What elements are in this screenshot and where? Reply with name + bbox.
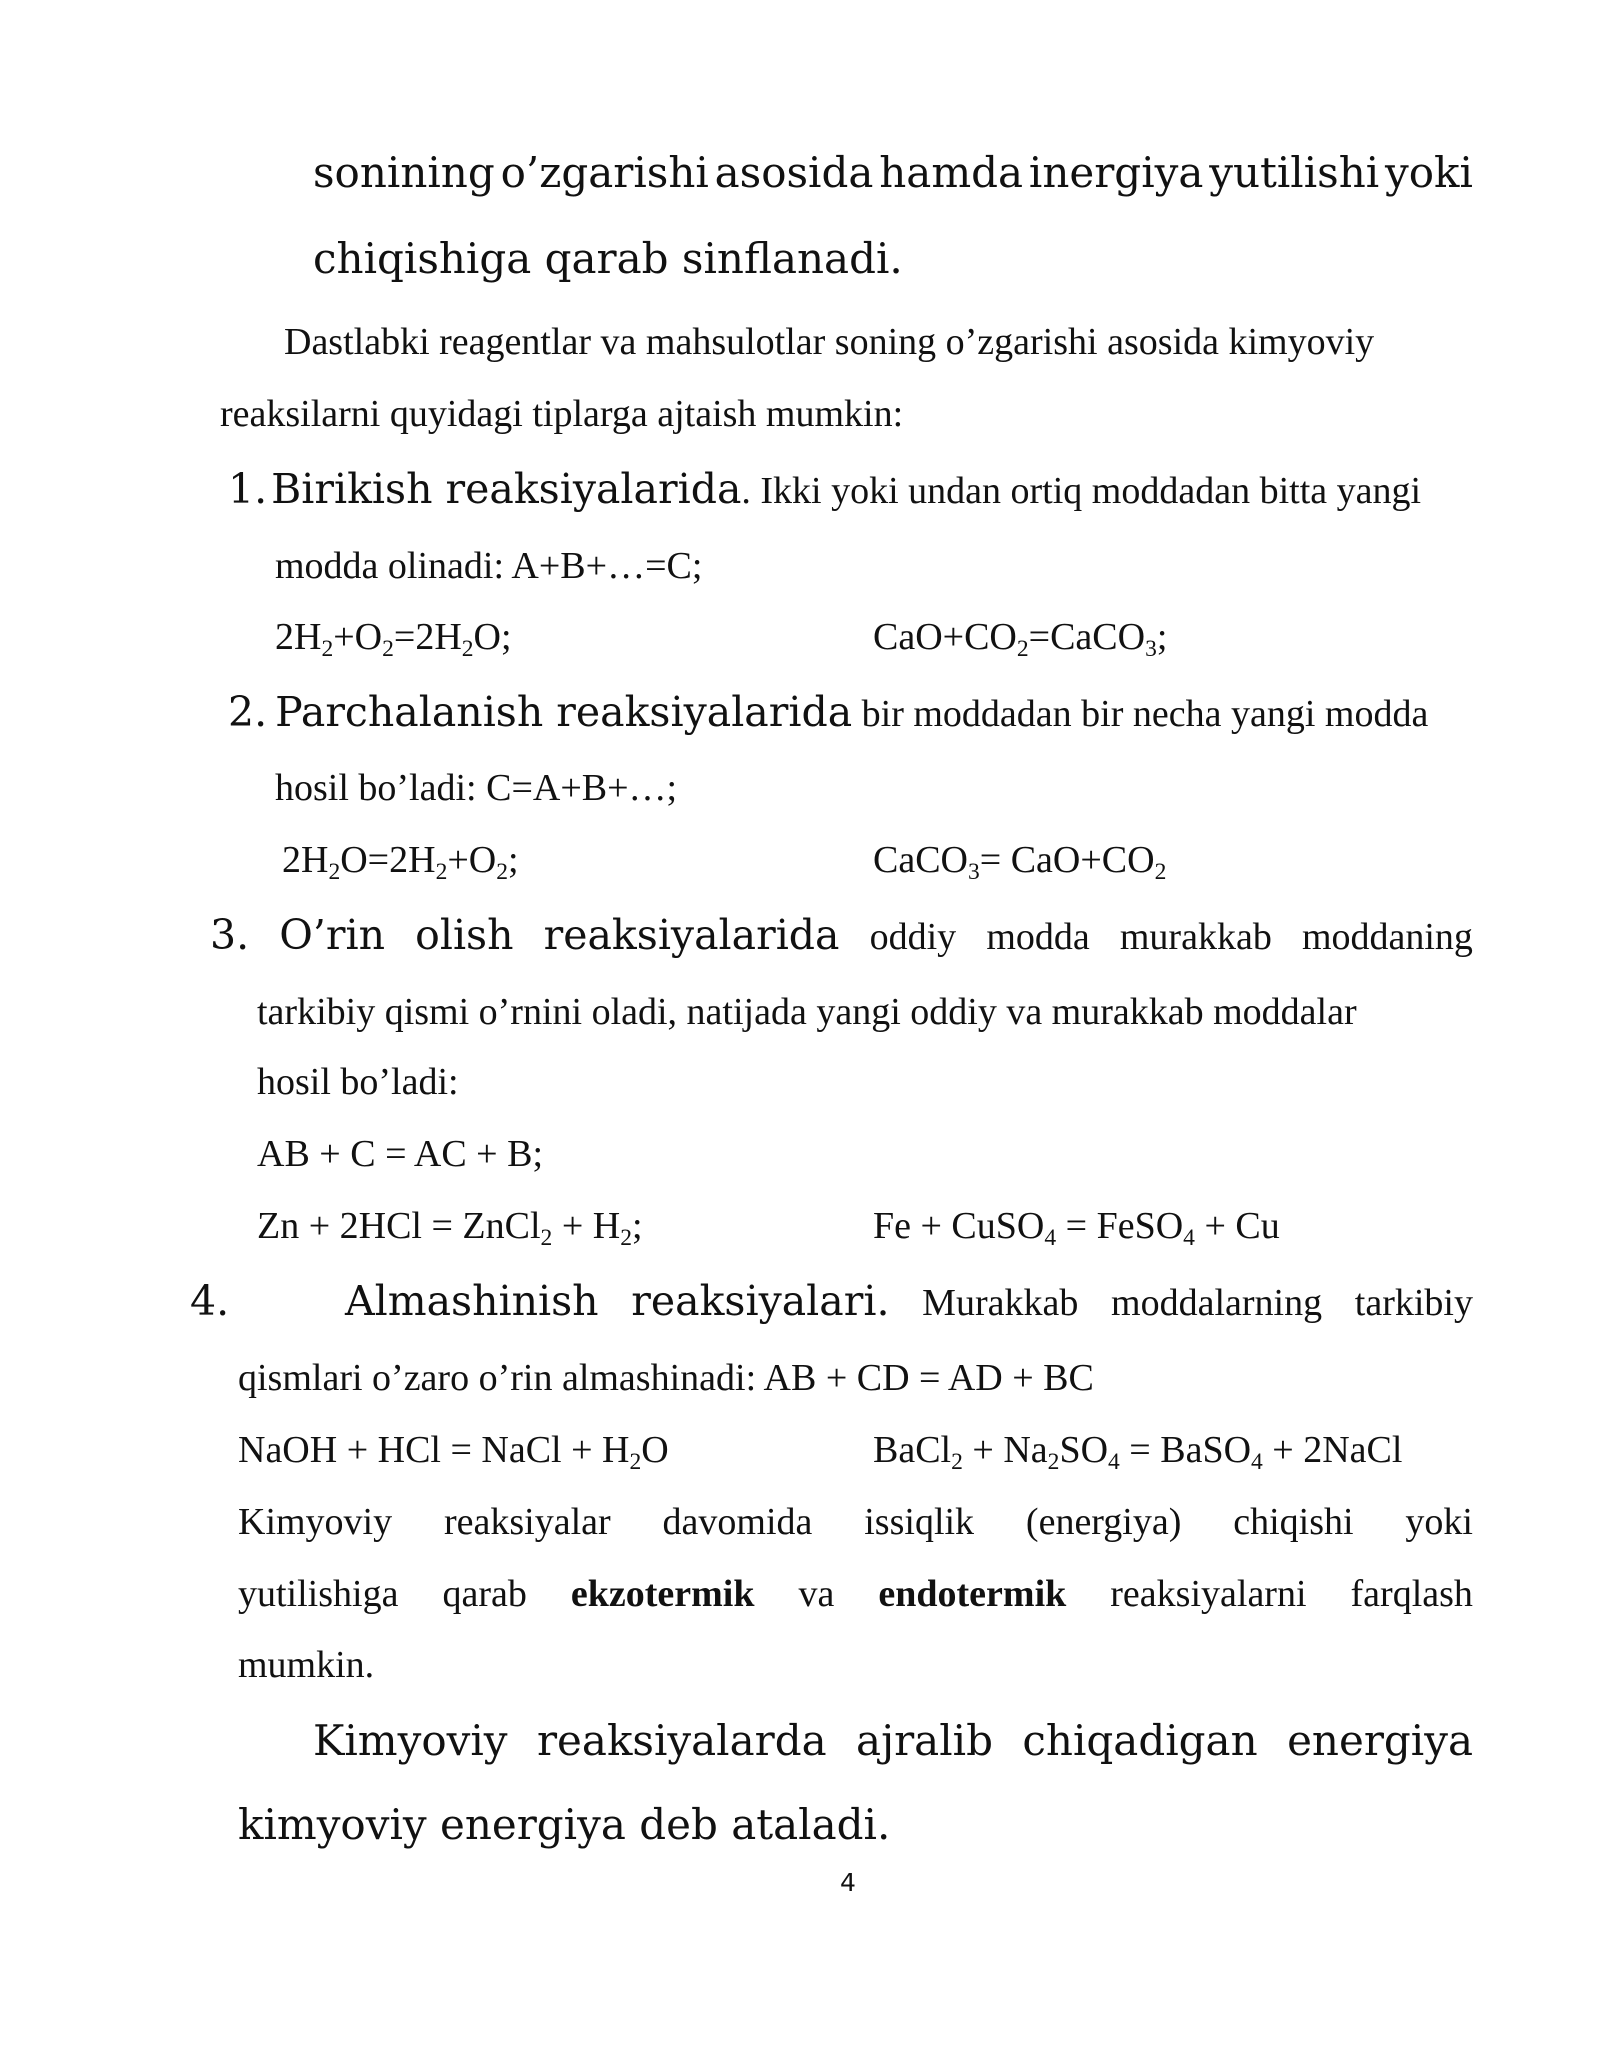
word: murakkab <box>1119 916 1272 958</box>
word: inergiya <box>1028 148 1204 197</box>
item3-equation-1: Zn + 2HCl = ZnCl$_2$ + $H_2$; <box>257 1205 643 1252</box>
para1-line-2: reaksilarni quyidagi tiplarga ajtaish mumkin: <box>220 393 904 435</box>
intro-line-1 <box>313 148 1473 197</box>
item2-heading: Parchalanish reaksiyalarida <box>275 688 853 736</box>
word: energiya <box>1287 1716 1473 1765</box>
item1-equation-2: $CaO+CO_2=CaCO_3$; <box>873 616 1168 663</box>
word: oddiy <box>869 916 957 958</box>
endothermic-term: endotermik <box>878 1573 1067 1615</box>
word: tarkibiy <box>1354 1282 1473 1324</box>
item1-line-2: modda olinadi: A+B+…=C; <box>275 545 703 587</box>
item1-text: . Ikki yoki undan ortiq moddadan bitta yangi <box>741 470 1422 512</box>
intro-line-2: chiqishiga qarab sinflanadi. <box>313 234 903 283</box>
word: yoki <box>1385 148 1473 197</box>
item2-line-2: hosil bo’ladi: C=A+B+…; <box>275 767 678 809</box>
item2-equation-2: CaCO$_3$= $CaO+CO_2$ <box>873 839 1167 886</box>
item4-line-2: qismlari o’zaro o’rin almashinadi: AB + CD = AD + BC <box>238 1357 1094 1399</box>
item4-number: 4. <box>190 1277 230 1325</box>
item4-heading-word: reaksiyalari. <box>631 1277 890 1325</box>
item1-equation-1: $2H_2+O_2=2H_2O$; <box>275 616 512 663</box>
word: Kimyoviy <box>313 1716 508 1765</box>
item3-general-equation: AB + C = AC + B; <box>257 1133 544 1175</box>
item4-line-1 <box>345 1277 1473 1325</box>
word: farqlash <box>1350 1573 1473 1615</box>
item3-line-3: hosil bo’ladi: <box>257 1061 459 1103</box>
word: yutilishi <box>1209 148 1380 197</box>
word: davomida <box>662 1501 813 1543</box>
word: yutilishiga <box>238 1573 399 1615</box>
word: va <box>798 1573 835 1615</box>
word: modda <box>986 916 1090 958</box>
word: hamda <box>879 148 1024 197</box>
word: issiqlik <box>864 1501 975 1543</box>
word: ajralib <box>856 1716 993 1765</box>
para1-line-1: Dastlabki reagentlar va mahsulotlar soning o’zgarishi asosida kimyoviy <box>284 321 1375 363</box>
item1-heading: Birikish reaksiyalarida <box>271 465 742 513</box>
word: reaksiyalarni <box>1110 1573 1307 1615</box>
thermo-line-1 <box>238 1500 1473 1544</box>
item4-equation-2: BaCl$_2$ + $Na_2SO_4$ = BaSO$_4$ + 2NaCl <box>873 1429 1403 1476</box>
closing-line-2: kimyoviy energiya deb ataladi. <box>238 1800 891 1849</box>
item3-heading-word: olish <box>415 911 514 959</box>
word: qarab <box>442 1573 527 1615</box>
word: asosida <box>714 148 874 197</box>
word: yoki <box>1405 1501 1473 1543</box>
word: Kimyoviy <box>238 1501 393 1543</box>
item3-heading-word: O’rin <box>279 911 386 959</box>
item2-equation-1: $2H_2O=2H_2+O_2$; <box>282 839 519 886</box>
word: sonining <box>313 148 495 197</box>
word: moddalarning <box>1111 1282 1323 1324</box>
item3-line-2: tarkibiy qismi o’rnini oladi, natijada yangi oddiy va murakkab moddalar <box>257 991 1357 1033</box>
word: (energiya) <box>1025 1501 1182 1543</box>
word: reaksiyalar <box>443 1501 611 1543</box>
word: chiqadigan <box>1022 1716 1258 1765</box>
word: Murakkab <box>922 1282 1079 1324</box>
thermo-line-3: mumkin. <box>238 1644 375 1686</box>
item2-text: bir moddadan bir necha yangi modda <box>852 693 1429 735</box>
item2-number: 2. <box>228 688 268 736</box>
word: o’zgarishi <box>500 148 709 197</box>
page-number: 4 <box>840 1868 856 1897</box>
item3-heading-word: reaksiyalarida <box>543 911 840 959</box>
thermo-line-2 <box>238 1572 1473 1616</box>
word: reaksiyalarda <box>536 1716 827 1765</box>
closing-line-1 <box>313 1716 1473 1765</box>
word: chiqishi <box>1233 1501 1354 1543</box>
item3-number: 3. <box>210 911 250 959</box>
item1-line-1 <box>228 465 1421 513</box>
item2-line-1 <box>228 688 1428 736</box>
item4-equation-1: NaOH + HCl = NaCl + $H_2O$ <box>238 1429 669 1476</box>
item4-heading-word: Almashinish <box>345 1277 599 1325</box>
exothermic-term: ekzotermik <box>570 1573 755 1615</box>
item1-number: 1. <box>228 465 268 513</box>
item3-equation-2: Fe + CuSO$_4$ = FeSO$_4$ + Cu <box>873 1205 1280 1252</box>
item3-line-1 <box>210 911 1473 959</box>
word: moddaning <box>1301 916 1473 958</box>
